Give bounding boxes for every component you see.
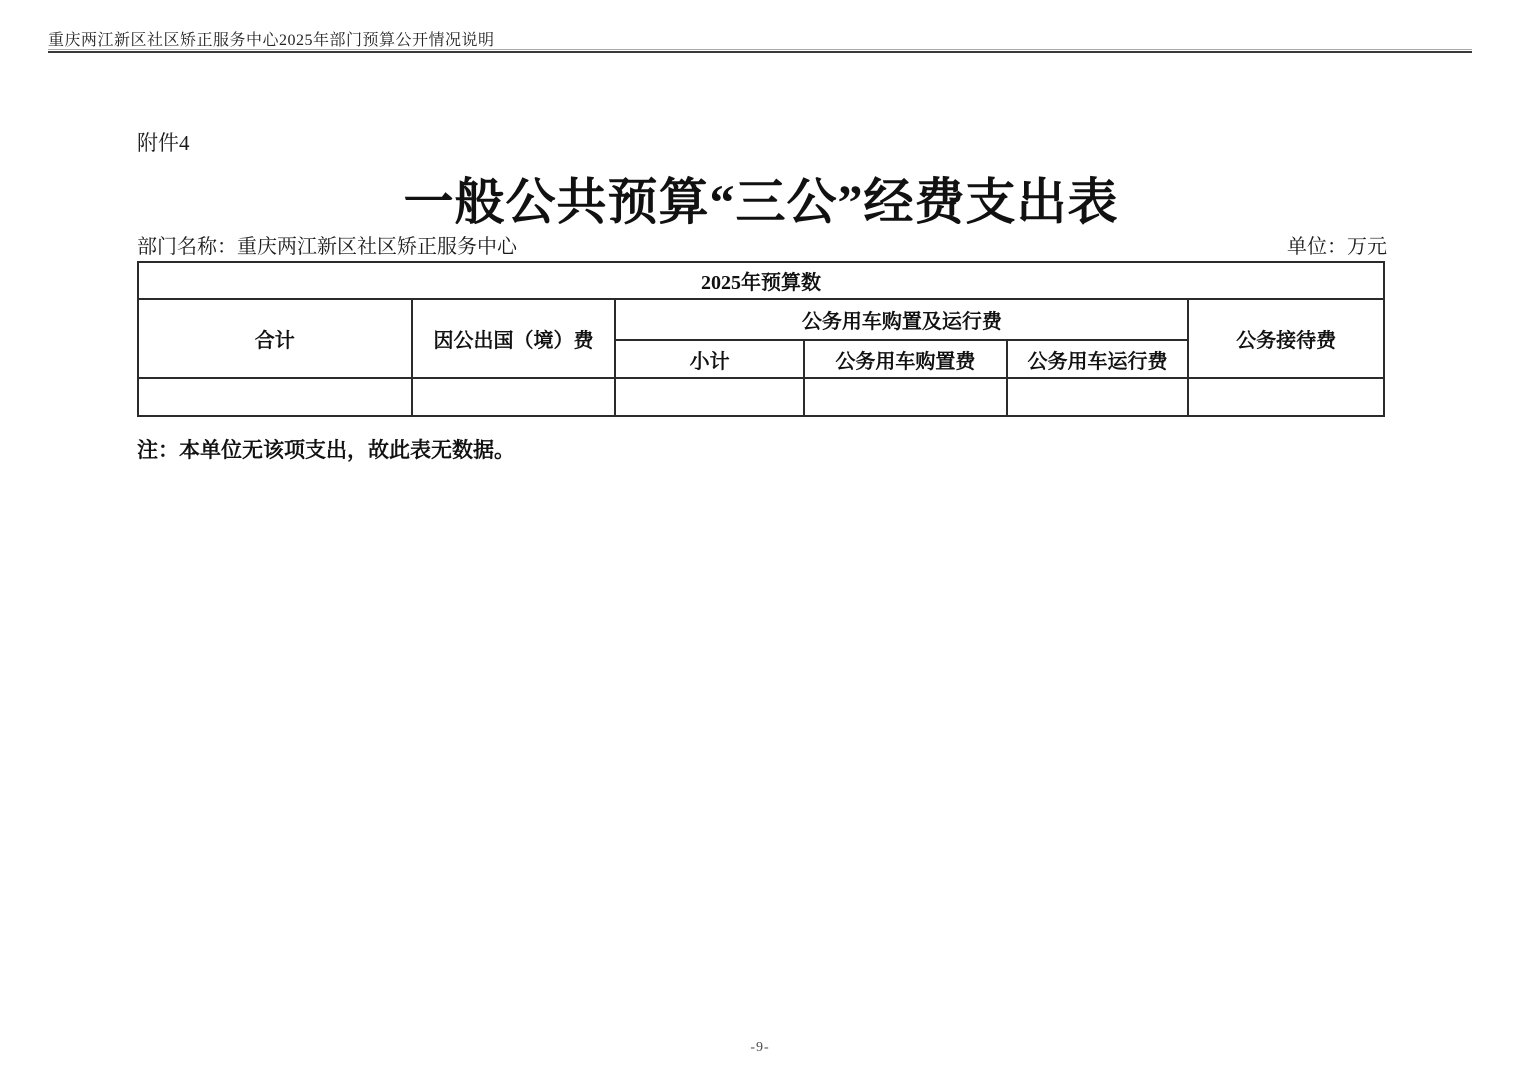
department-name: 部门名称：重庆两江新区社区矫正服务中心 [137, 236, 517, 258]
header-rule [48, 49, 1472, 53]
header-vehicle-purchase: 公务用车购置费 [804, 340, 1007, 378]
table-row-group-headers [138, 299, 1384, 340]
table-footnote: 注：本单位无该项支出，故此表无数据。 [137, 438, 515, 462]
data-cell-subtotal [615, 378, 804, 416]
data-cell-total [138, 378, 412, 416]
header-subtotal: 小计 [615, 340, 804, 378]
attachment-label: 附件4 [137, 131, 190, 155]
unit-label: 单位：万元 [1287, 236, 1387, 258]
three-public-expense-table [137, 261, 1385, 417]
header-vehicle-operation: 公务用车运行费 [1007, 340, 1189, 378]
data-cell-abroad [412, 378, 616, 416]
header-year-budget: 2025年预算数 [138, 262, 1384, 299]
header-reception-expense: 公务接待费 [1188, 299, 1384, 378]
data-cell-reception [1188, 378, 1384, 416]
table-row-year [138, 262, 1384, 299]
meta-row [137, 230, 1387, 259]
page-title: 一般公共预算“三公”经费支出表 [403, 174, 1119, 230]
table-row-data [138, 378, 1384, 416]
header-abroad-expense: 因公出国（境）费 [412, 299, 616, 378]
data-cell-purchase [804, 378, 1007, 416]
page-number: -9- [750, 1040, 770, 1055]
data-cell-operation [1007, 378, 1189, 416]
header-vehicle-group: 公务用车购置及运行费 [615, 299, 1188, 340]
header-total: 合计 [138, 299, 412, 378]
running-head: 重庆两江新区社区矫正服务中心2025年部门预算公开情况说明 [48, 32, 495, 49]
